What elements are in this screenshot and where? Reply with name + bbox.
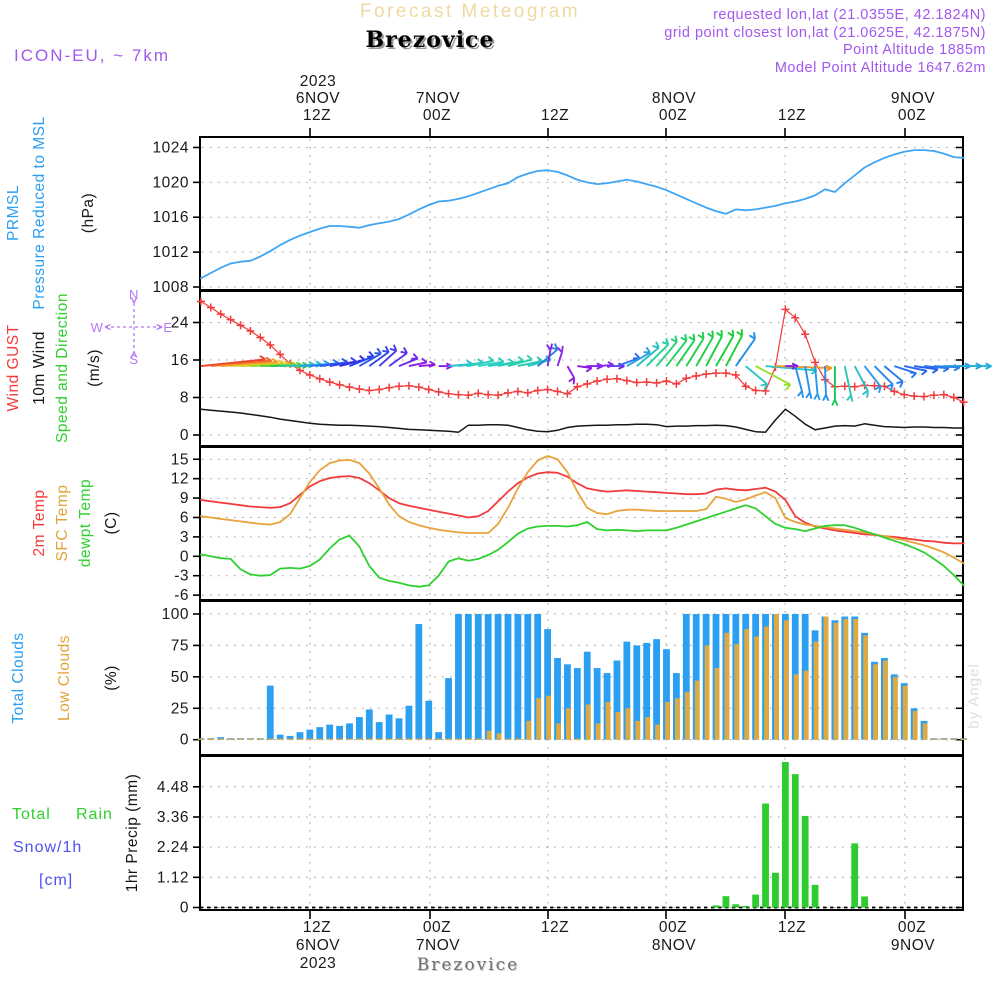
svg-text:12Z: 12Z	[302, 919, 332, 936]
svg-text:12: 12	[170, 470, 189, 488]
total-clouds-label: Total Clouds	[10, 632, 27, 724]
svg-text:1016: 1016	[152, 209, 189, 227]
point-altitude: Point Altitude 1885m	[842, 42, 986, 59]
svg-text:1008: 1008	[152, 279, 189, 296]
svg-text:12Z: 12Z	[302, 107, 332, 124]
wind-direction-arrows	[201, 329, 992, 405]
speed-dir-label: Speed and Direction	[54, 293, 71, 443]
svg-text:75: 75	[170, 637, 189, 655]
hpa-unit-label: (hPa)	[80, 192, 97, 234]
dewpt-label: dewpt Temp	[77, 478, 94, 568]
precip-bars	[200, 762, 963, 907]
station-title: Brezovice	[365, 27, 495, 53]
wind-10m-label: 10m Wind	[31, 331, 48, 405]
svg-text:0: 0	[179, 899, 189, 917]
svg-text:-6: -6	[174, 587, 189, 605]
model-altitude: Model Point Altitude 1647.62m	[774, 59, 986, 76]
svg-text:00Z: 00Z	[658, 107, 688, 124]
sfc-temp-label: SFC Temp	[54, 484, 71, 562]
time-axis	[296, 73, 935, 972]
svg-text:7NOV: 7NOV	[415, 90, 461, 107]
footer-station: Brezovice	[416, 955, 520, 975]
svg-text:1020: 1020	[152, 174, 189, 192]
svg-text:24: 24	[170, 314, 189, 332]
svg-text:3: 3	[179, 528, 189, 546]
svg-text:12Z: 12Z	[540, 919, 570, 936]
cloud-bars	[198, 614, 968, 740]
svg-text:2023: 2023	[299, 955, 337, 972]
svg-text:3.36: 3.36	[156, 808, 189, 826]
svg-text:0: 0	[179, 427, 189, 444]
svg-text:2.24: 2.24	[156, 839, 189, 857]
snow-label: Snow/1h	[13, 839, 83, 856]
svg-text:12Z: 12Z	[540, 107, 570, 124]
svg-text:N: N	[129, 287, 139, 302]
svg-text:00Z: 00Z	[658, 919, 688, 936]
svg-text:6NOV: 6NOV	[295, 937, 341, 954]
cm-unit-label: [cm]	[39, 872, 74, 889]
pressure-panel	[153, 137, 963, 296]
wind-gust-label: Wind GUST	[5, 324, 22, 412]
prmsl-label: PRMSL	[5, 185, 22, 241]
c-unit-label: (C)	[103, 511, 120, 535]
svg-text:16: 16	[170, 352, 189, 369]
temperature-lines	[201, 456, 964, 587]
svg-text:0: 0	[179, 731, 189, 749]
wind-panel	[171, 291, 963, 446]
svg-text:00Z: 00Z	[897, 107, 927, 124]
svg-text:S: S	[129, 352, 139, 367]
t2m-label: 2m Temp	[31, 489, 48, 557]
requested-lonlat: requested lon,lat (21.0355E, 42.1824N)	[713, 7, 986, 23]
svg-text:8NOV: 8NOV	[651, 90, 697, 107]
svg-text:E: E	[163, 320, 173, 335]
ms-unit-label: (m/s)	[86, 349, 103, 387]
svg-text:1.12: 1.12	[156, 869, 189, 887]
svg-text:00Z: 00Z	[422, 107, 452, 124]
svg-text:-3: -3	[174, 567, 189, 585]
svg-text:7NOV: 7NOV	[415, 937, 461, 954]
svg-text:0: 0	[179, 548, 189, 566]
svg-text:6: 6	[179, 509, 189, 527]
svg-text:8NOV: 8NOV	[651, 937, 697, 954]
pct-unit-label: (%)	[103, 665, 120, 691]
watermark: by Angel	[965, 663, 983, 729]
svg-text:50: 50	[170, 668, 189, 686]
svg-text:12Z: 12Z	[777, 919, 807, 936]
svg-text:1012: 1012	[152, 244, 189, 262]
total-rain-label-2: Rain	[76, 806, 113, 823]
precip-unit-label: 1hr Precip (mm)	[124, 773, 141, 893]
total-rain-label-1: Total	[12, 806, 51, 823]
precip-panel	[157, 756, 963, 917]
svg-text:9NOV: 9NOV	[890, 937, 936, 954]
svg-text:15: 15	[170, 451, 189, 469]
svg-text:1024: 1024	[152, 139, 189, 157]
model-label: ICON-EU, ~ 7km	[14, 46, 170, 65]
svg-text:00Z: 00Z	[897, 919, 927, 936]
run-metadata	[664, 7, 986, 77]
svg-text:12Z: 12Z	[777, 107, 807, 124]
pressure-line	[201, 150, 964, 278]
svg-text:2023: 2023	[299, 73, 337, 90]
pressure-msl-label: Pressure Reduced to MSL	[31, 116, 48, 310]
low-clouds-label: Low Clouds	[56, 635, 73, 721]
svg-text:8: 8	[179, 389, 189, 407]
svg-text:00Z: 00Z	[422, 919, 452, 936]
page-title: Forecast Meteogram	[359, 1, 581, 22]
svg-text:4.48: 4.48	[156, 778, 189, 796]
svg-text:W: W	[90, 320, 104, 335]
svg-text:9: 9	[179, 490, 189, 508]
grid-point-lonlat: grid point closest lon,lat (21.0625E, 42.1875N)	[664, 24, 986, 41]
svg-text:6NOV: 6NOV	[295, 90, 341, 107]
svg-text:9NOV: 9NOV	[890, 90, 936, 107]
svg-text:100: 100	[161, 606, 189, 623]
svg-text:25: 25	[170, 700, 189, 718]
